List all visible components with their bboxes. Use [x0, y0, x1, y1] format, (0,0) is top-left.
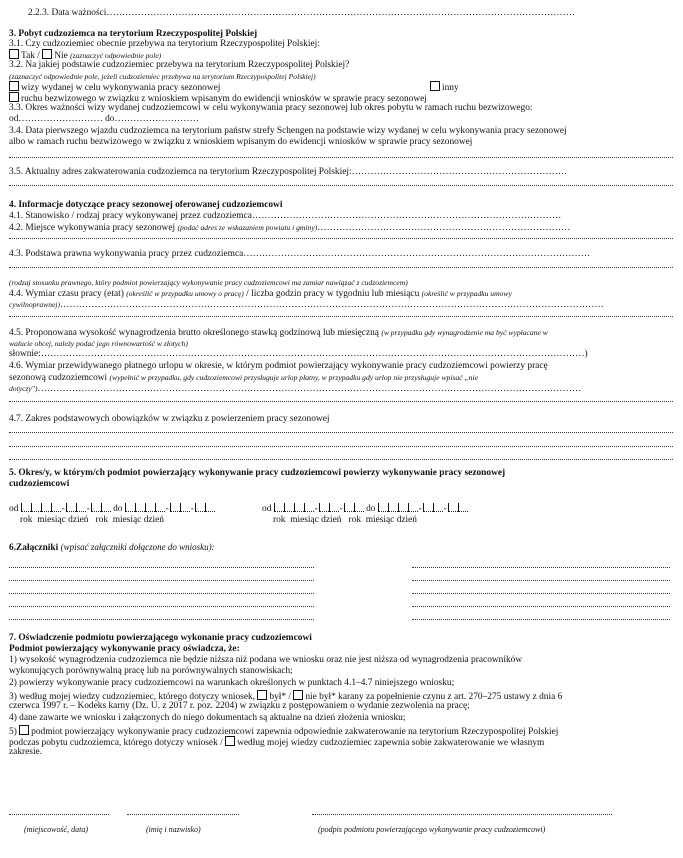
stmt-5-c: zakresie. — [9, 747, 43, 757]
legend-miesiac: miesiąc — [112, 515, 142, 525]
section-3-title: 3. Pobyt cudzoziemca na terytorium Rzeczypospolitej Polskiej — [9, 29, 258, 39]
label-zapewnia-cudzoziemiec: według mojej wiedzy cudzoziemiec zapewnia sobie zakwaterowanie we własnym — [237, 738, 545, 748]
checkbox-wiza[interactable] — [9, 81, 19, 91]
q-4-4-label-a: 4.4. Wymiar czasu pracy (etat) — [9, 289, 124, 299]
checkbox-byl[interactable] — [257, 690, 267, 700]
q-4-5-label: 4.5. Proponowana wysokość wynagrodzenia brutto określonego stawką godzinową lub miesięczną — [9, 328, 379, 338]
period-1-legend — [20, 515, 164, 526]
q-4-7-fill-1[interactable] — [9, 430, 673, 433]
attachment-line[interactable] — [412, 578, 670, 581]
legend-miesiac: miesiąc — [37, 515, 66, 525]
sign-signature-line[interactable] — [312, 812, 612, 815]
hint-3-1: (zaznaczyć odpowiednie pole) — [70, 51, 162, 60]
date-do-2[interactable]: - - — [378, 504, 468, 514]
date-do-1[interactable]: - - — [125, 504, 215, 514]
sign-name-label: (imię i nazwisko) — [146, 825, 201, 834]
q-4-7-fill-2[interactable] — [9, 444, 673, 447]
hint-6: (wpisać załączniki dołączone do wniosku): — [60, 542, 215, 552]
date-od-2[interactable]: - - — [274, 504, 364, 514]
q-4-6-a: 4.6. Wymiar przewidywanego płatnego urlopu w okresie, w którym podmiot powierzający wykonywanie pracy cudzoziemcowi powierzy pracę — [9, 361, 548, 371]
q-3-4-b: albo w ramach ruchu bezwizowego w związku z wnioskiem wpisanym do ewidencji wniosków w sprawie pracy sezonowej — [9, 137, 473, 147]
q-3-5: 3.5. Aktualny adres zakwaterowania cudzoziemca na terytorium Rzeczypospolitej Polskiej:…………………………………………………………… — [9, 167, 568, 177]
q-3-1: 3.1. Czy cudzoziemiec obecnie przebywa na terytorium Rzeczypospolitej Polskiej: — [9, 39, 320, 49]
sign-signature-label: (podpis podmiotu powierzającego wykonywanie pracy cudzoziemcowi) — [318, 825, 546, 834]
label-tak: Tak / — [21, 51, 40, 61]
q-4-5-slownie[interactable]: słownie:…………………………………………………………………………………………………………………………………………………………) — [9, 349, 588, 359]
legend-rok: rok — [348, 515, 362, 525]
q-3-4-fill[interactable] — [9, 155, 673, 158]
label-nie: Nie — [54, 51, 68, 61]
stmt-1-b: wykonujących porównywalną pracę lub na porównywalnych stanowiskach; — [9, 666, 293, 676]
stmt-1-a: 1) wysokość wynagrodzenia cudzoziemca nie będzie niższa niż podana we wniosku oraz nie jest niższa od wynagrodzenia pracowników — [9, 655, 523, 665]
legend-dzien: dzień — [68, 515, 89, 525]
q-4-3-fill[interactable] — [9, 265, 673, 268]
q-4-4-fill[interactable] — [9, 314, 673, 317]
sign-place-label: (miejscowość, data) — [24, 825, 88, 834]
attachment-line[interactable] — [412, 604, 670, 607]
date-validity-line: 2.2.3. Data ważności…………………………………………………………………………………………………………………………………… — [28, 8, 576, 18]
attachment-line[interactable] — [412, 565, 670, 568]
label-od-2: od — [262, 504, 272, 514]
period-1[interactable] — [9, 503, 215, 515]
checkbox-zapewnia-cudzoziemiec[interactable] — [225, 736, 235, 746]
stmt-5-num: 5) — [9, 727, 17, 737]
hint-4-4-c: cywilnoprawnej) — [9, 300, 61, 309]
attachment-line[interactable] — [9, 565, 314, 568]
label-wiza: wizy wydanej w celu wykonywania pracy sezonowej — [21, 83, 221, 93]
hint-4-2: (podać adres ze wskazaniem powiatu i gminy) — [177, 223, 318, 232]
stmt-4: 4) dane zawarte we wniosku i załączonych do niego dokumentach są aktualne na dzień złożenia wniosku; — [9, 713, 406, 723]
checkbox-zapewnia-podmiot[interactable] — [19, 725, 29, 735]
q-4-4-label-b: / liczba godzin pracy w tygodniu lub miesiącu — [246, 289, 420, 299]
q-4-2: 4.2. Miejsce wykonywania pracy sezonowej (podać adres ze wskazaniem powiatu i gminy)……………………………………………………………………… — [9, 223, 571, 233]
period-2[interactable] — [262, 503, 468, 515]
label-od-1: od — [9, 504, 19, 514]
sign-name-line[interactable] — [127, 812, 239, 815]
hint-4-6-b: (wypełnić w przypadku, gdy cudzoziemcowi przysługuje urlop płatny, w przypadku gdy urlop nie przysługuje wpisać „nie — [109, 373, 478, 382]
checkbox-nie-byl[interactable] — [293, 690, 303, 700]
q-4-6-c: dotyczy")………………………………………………………………………………………………………………………………………………………… — [9, 384, 582, 394]
attachment-line[interactable] — [9, 578, 314, 581]
stmt-3-label: 3) według mojej wiedzy cudzoziemiec, którego dotyczy wniosek, — [9, 692, 256, 702]
legend-dzien: dzień — [396, 515, 417, 525]
hint-3-2: (zaznaczyć odpowiednie pole, jeżeli cudzoziemiec przebywa na terytorium Rzeczypospolitej Polskiej) — [9, 72, 316, 81]
legend-miesiac: miesiąc — [290, 515, 319, 525]
checkbox-inny[interactable] — [430, 81, 440, 91]
legend-miesiac: miesiąc — [365, 515, 395, 525]
q-3-5-fill[interactable] — [9, 183, 673, 186]
label-byl: był* / — [269, 692, 291, 702]
hint-4-6-c: dotyczy") — [9, 384, 38, 393]
hint-4-4-b: (określić w przypadku umowy — [421, 289, 512, 298]
q-4-7: 4.7. Zakres podstawowych obowiązków w związku z powierzeniem pracy sezonowej — [9, 414, 330, 424]
stmt-5-b-label: podczas pobytu cudzoziemca, którego dotyczy wniosek / — [9, 738, 223, 748]
sign-place-line[interactable] — [9, 812, 109, 815]
period-2-legend — [273, 515, 417, 526]
label-inny: inny — [442, 83, 459, 93]
label-do-1: do — [113, 504, 123, 514]
section-7-title: 7. Oświadczenie podmiotu powierzającego wykonanie pracy cudzoziemcowi — [9, 633, 312, 643]
q-4-3: 4.3. Podstawa prawna wykonywania pracy przez cudzoziemca………………………………………………………………………………………………… — [9, 249, 591, 259]
checkbox-ruch[interactable] — [9, 92, 19, 102]
hint-4-5-a: (w przypadku gdy wynagrodzenie ma być wypłacane w — [381, 328, 548, 337]
section-6-label: 6.Załączniki — [9, 543, 59, 553]
q-3-3: 3.3. Okres ważności wizy wydanej cudzoziemcowi w celu wykonywania pracy sezonowej lub okres pobytu w ramach ruchu bezwizowego: — [9, 103, 533, 113]
q-4-4-line2: cywilnoprawnej)………………………………………………………………………………………………………………………………………………………… — [9, 300, 604, 310]
section-6-title — [9, 542, 673, 554]
attachment-line[interactable] — [412, 617, 670, 620]
q-3-3-od: od……………………… do……………………… — [9, 114, 199, 124]
label-nie-byl: nie był* karany za popełnienie czynu z art. 270–275 ustawy z dnia 6 — [305, 692, 563, 702]
legend-rok: rok — [20, 515, 33, 525]
checkbox-tak[interactable] — [9, 49, 19, 59]
legend-dzien: dzień — [321, 515, 342, 525]
attachment-line[interactable] — [9, 617, 314, 620]
label-do-2: do — [366, 504, 376, 514]
section-7-sub: Podmiot powierzający wykonywanie pracy oświadcza, że: — [9, 644, 240, 654]
label-zapewnia-podmiot: podmiot powierzający wykonywanie pracy cudzoziemcowi zapewnia odpowiednie zakwaterowanie na terytorium Rzeczypospolitej Polskiej — [31, 727, 559, 737]
q-4-2-fill[interactable] — [9, 236, 673, 239]
section-4-title: 4. Informacje dotyczące pracy sezonowej oferowanej cudzoziemcowi — [9, 200, 283, 210]
date-od-1[interactable]: - - — [21, 504, 111, 514]
q-4-6-label: sezonową cudzoziemcowi — [9, 373, 108, 383]
q-3-2: 3.2. Na jakiej podstawie cudzoziemiec przebywa na terytorium Rzeczypospolitej Polskiej? — [9, 60, 350, 70]
checkbox-nie[interactable] — [42, 49, 52, 59]
q-3-4-a: 3.4. Data pierwszego wjazdu cudzoziemca na terytorium państw strefy Schengen na podstawie wizy wydanej w celu wykonywania pracy sezonowej — [9, 126, 567, 136]
label-ruch: ruchu bezwizowego w związku z wnioskiem wpisanym do ewidencji wniosków w sprawie pracy sezonowej — [21, 94, 427, 104]
q-4-1: 4.1. Stanowisko / rodzaj pracy wykonywanej przez cudzoziemca……………………………………………………………………………………… — [9, 211, 562, 221]
section-5-title-2: cudzoziemcowi — [9, 479, 70, 489]
hint-4-5-b: walucie obcej, należy podać jego równowartość w złotych) — [9, 339, 188, 348]
legend-rok: rok — [273, 515, 286, 525]
hint-4-3: (rodzaj stosunku prawnego, który podmiot powierzający wykonywanie pracy cudzoziemcowi ma zamiar nawiązać z cudzoziemcem) — [9, 278, 408, 287]
q-4-6-fill[interactable] — [9, 399, 673, 402]
stmt-3-b: czerwca 1997 r. – Kodeks karny (Dz. U. z 2017 r. poz. 2204) w związku z postępowaniem o wydanie zezwolenia na pracę; — [9, 701, 470, 711]
hint-4-4-a: (określić w przypadku umowy o pracę) — [126, 289, 244, 298]
q-4-2-label: 4.2. Miejsce wykonywania pracy sezonowej — [9, 223, 176, 233]
legend-rok: rok — [95, 515, 109, 525]
stmt-2: 2) powierzy wykonywanie pracy cudzoziemcowi na warunkach określonych w punktach 4.1–4.7 niniejszego wniosku; — [9, 678, 455, 688]
legend-dzien: dzień — [143, 515, 164, 525]
section-5-title-1: 5. Okres/y, w którym/ch podmiot powierzający wykonywanie pracy cudzoziemcowi powierzy wykonywanie pracy sezonowej — [9, 468, 506, 478]
attachment-line[interactable] — [412, 591, 670, 594]
q-4-7-fill-3[interactable] — [9, 457, 673, 460]
attachment-line[interactable] — [9, 604, 314, 607]
attachment-line[interactable] — [9, 591, 314, 594]
